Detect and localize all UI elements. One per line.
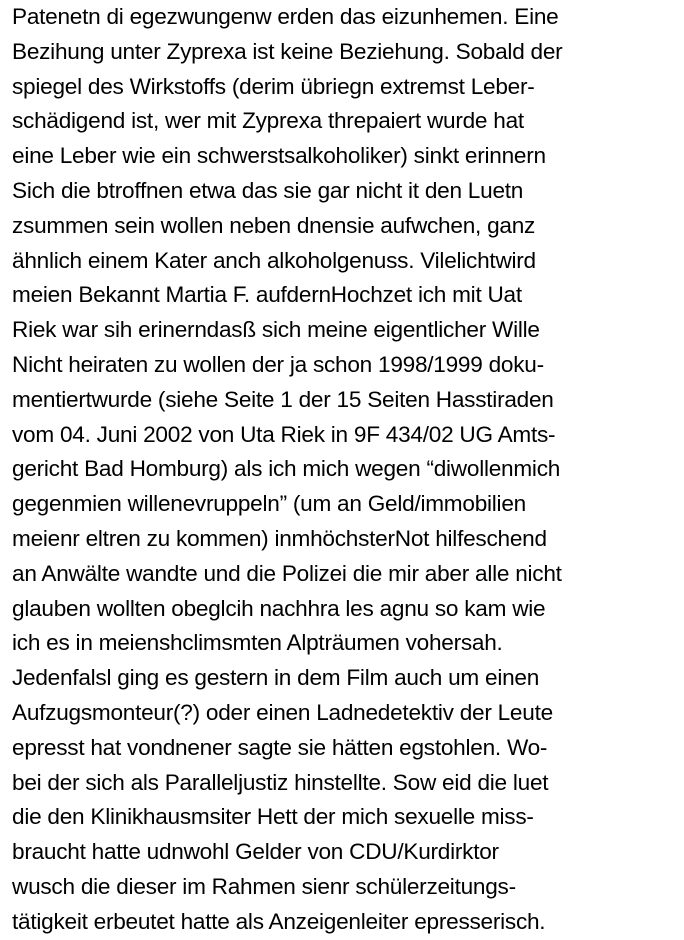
text-line: mentiertwurde (siehe Seite 1 der 15 Seiten Hasstiraden (12, 386, 554, 412)
text-line: Aufzugsmonteur(?) oder einen Ladnedetektiv der Leute (12, 699, 553, 725)
text-line: Riek war sih erinerndasß sich meine eigentlicher Wille (12, 317, 540, 343)
text-line: Patenetn di egezwungenw erden das eizunhemen. Eine (12, 4, 559, 29)
text-line: tätigkeit erbeutet hatte als Anzeigenleiter epresserisch. (12, 908, 546, 934)
text-line: eine Leber wie ein schwerstsalkoholiker) sinkt erinnern (12, 143, 546, 169)
text-line: ich es in meienshclimsmten Alpträumen vohersah. (12, 630, 503, 656)
text-line: Bezihung unter Zyprexa ist keine Beziehung. Sobald der (12, 38, 563, 64)
text-line: ähnlich einem Kater anch alkoholgenuss. Vilelichtwird (12, 247, 536, 273)
text-line: bei der sich als Paralleljustiz hinstellte. Sow eid die luet (12, 769, 549, 795)
text-line: an Anwälte wandte und die Polizei die mir aber alle nicht (12, 560, 562, 586)
text-line: Jedenfalsl ging es gestern in dem Film auch um einen (12, 665, 540, 691)
text-line: wusch die dieser im Rahmen sienr schülerzeitungs- (12, 873, 516, 899)
text-line: zsummen sein wollen neben dnensie aufwchen, ganz (12, 212, 536, 238)
text-line: meien Bekannt Martia F. aufdernHochzet ich mit Uat (12, 282, 522, 308)
text-line: Sich die btroffnen etwa das sie gar nicht it den Luetn (12, 177, 524, 203)
text-line: die den Klinikhausmsiter Hett der mich sexuelle miss- (12, 804, 534, 830)
text-line: glauben wollten obeglcih nachhra les agnu so kam wie (12, 595, 546, 621)
text-line: Nicht heiraten zu wollen der ja schon 1998/1999 doku- (12, 351, 544, 377)
text-line: gericht Bad Homburg) als ich mich wegen “diwollenmich (12, 456, 561, 482)
text-line: spiegel des Wirkstoffs (derim übriegn extremst Leber- (12, 73, 535, 99)
text-line: schädigend ist, wer mit Zyprexa threpaiert wurde hat (12, 108, 524, 134)
body-text (12, 0, 680, 940)
text-line: gegenmien willenevruppeln” (um an Geld/immobilien (12, 491, 526, 517)
text-line: braucht hatte udnwohl Gelder von CDU/Kurdirktor (12, 839, 499, 865)
text-line: vom 04. Juni 2002 von Uta Riek in 9F 434/02 UG Amts- (12, 421, 556, 447)
text-line: meienr eltren zu kommen) inmhöchsterNot hilfeschend (12, 525, 547, 551)
text-line: epresst hat vondnener sagte sie hätten egstohlen. Wo- (12, 734, 548, 760)
